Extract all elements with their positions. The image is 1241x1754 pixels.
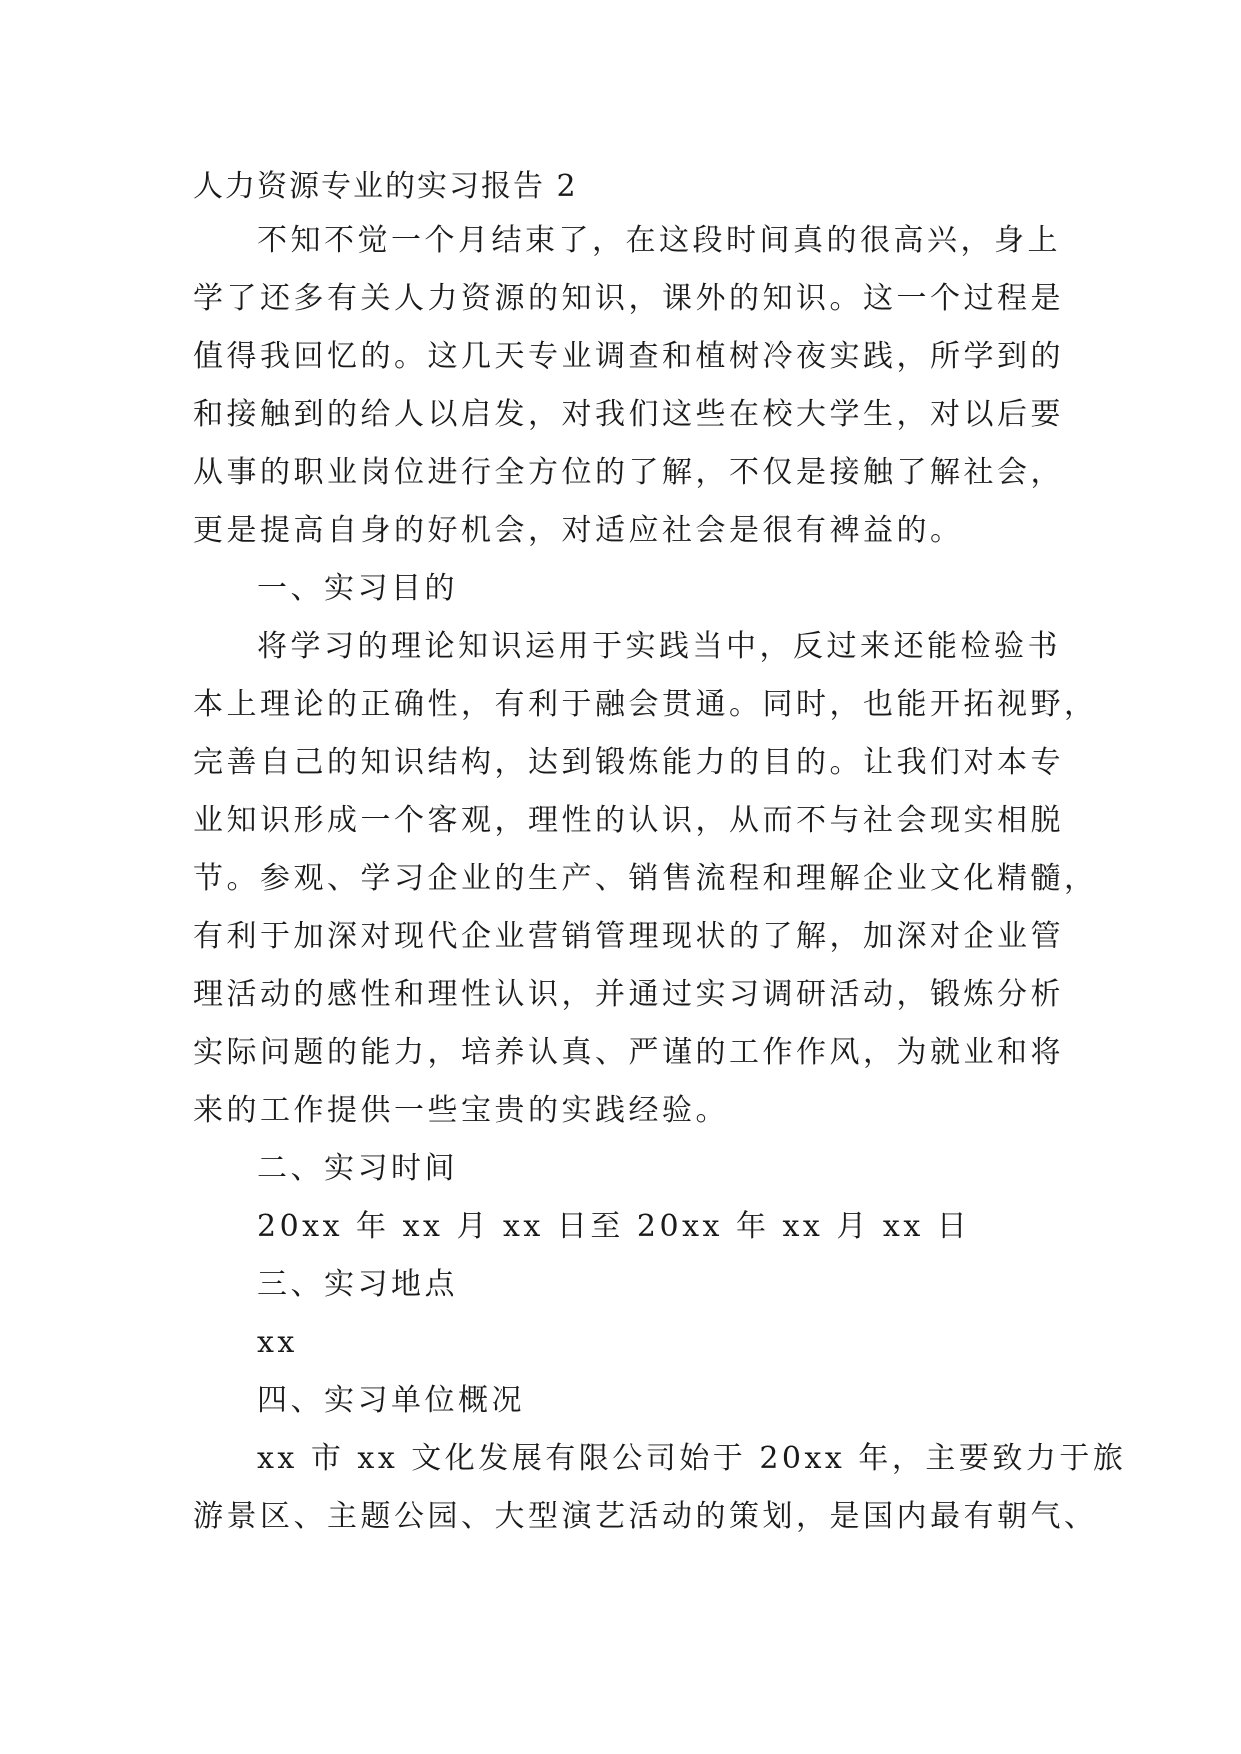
paragraph-line: 更是提高自身的好机会，对适应社会是很有裨益的。 (193, 513, 964, 548)
paragraph-line: 本上理论的正确性，有利于融会贯通。同时，也能开拓视野， (193, 687, 1098, 722)
document-title: 人力资源专业的实习报告 2 (193, 169, 578, 204)
paragraph-line: 理活动的感性和理性认识，并通过实习调研活动，锻炼分析 (193, 977, 1064, 1012)
paragraph-line: 有利于加深对现代企业营销管理现状的了解，加深对企业管 (193, 919, 1064, 954)
paragraph-line: 将学习的理论知识运用于实践当中，反过来还能检验书 (257, 629, 1061, 664)
paragraph-line: 和接触到的给人以启发，对我们这些在校大学生，对以后要 (193, 397, 1064, 432)
paragraph-line: 20xx 年 xx 月 xx 日至 20xx 年 xx 月 xx 日 (257, 1209, 971, 1244)
paragraph-line: 实际问题的能力，培养认真、严谨的工作作风，为就业和将 (193, 1035, 1064, 1070)
paragraph-line: 值得我回忆的。这几天专业调查和植树冷夜实践，所学到的 (193, 339, 1064, 374)
paragraph-line: 游景区、主题公园、大型演艺活动的策划，是国内最有朝气、 (193, 1499, 1098, 1534)
section-heading: 三、实习地点 (257, 1267, 458, 1302)
paragraph-line: xx (257, 1325, 298, 1360)
paragraph-line: xx 市 xx 文化发展有限公司始于 20xx 年，主要致力于旅 (257, 1441, 1127, 1476)
section-heading: 二、实习时间 (257, 1151, 458, 1186)
document-page (193, 162, 1127, 1546)
paragraph-line: 不知不觉一个月结束了，在这段时间真的很高兴，身上 (257, 223, 1061, 258)
paragraph-line: 来的工作提供一些宝贵的实践经验。 (193, 1093, 729, 1128)
paragraph-line: 节。参观、学习企业的生产、销售流程和理解企业文化精髓， (193, 861, 1098, 896)
paragraph-line: 业知识形成一个客观，理性的认识，从而不与社会现实相脱 (193, 803, 1064, 838)
paragraph-line: 学了还多有关人力资源的知识，课外的知识。这一个过程是 (193, 281, 1064, 316)
paragraph-line: 从事的职业岗位进行全方位的了解，不仅是接触了解社会， (193, 455, 1064, 490)
paragraph-line: 完善自己的知识结构，达到锻炼能力的目的。让我们对本专 (193, 745, 1064, 780)
section-heading: 四、实习单位概况 (257, 1383, 525, 1418)
section-heading: 一、实习目的 (257, 571, 458, 606)
